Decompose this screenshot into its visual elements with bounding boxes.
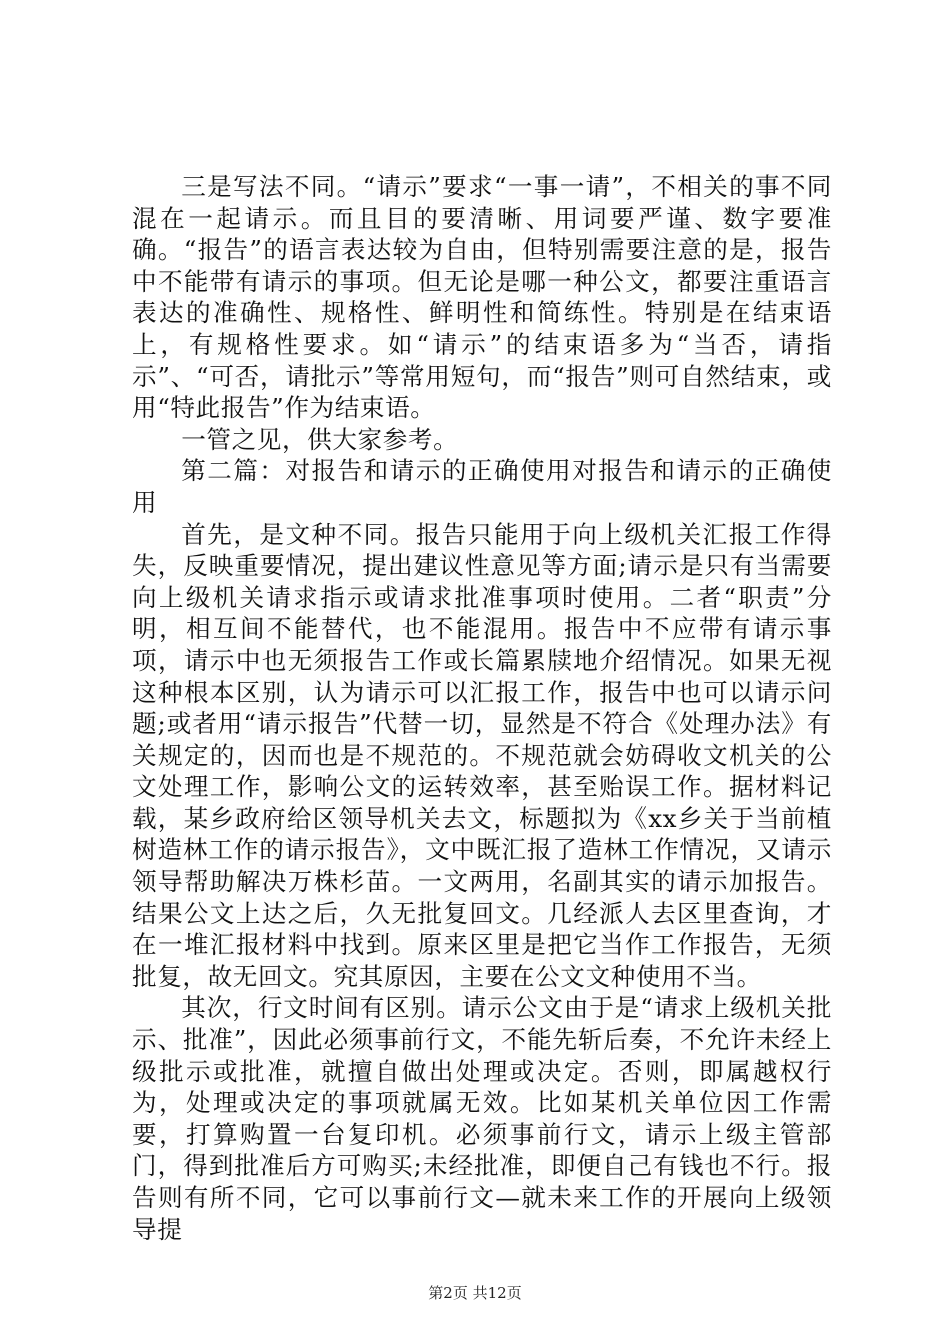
- paragraph-document-type: 首先，是文种不同。报告只能用于向上级机关汇报工作得失，反映重要情况，提出建议性意见等方面;请示是只有当需要向上级机关请求指示或请求批准事项时使用。二者“职责”分明，相互间不能替代，也不能混用。报告中不应带有请示事项，请示中也无须报告工作或长篇累牍地介绍情况。如果无视这种根本区别，认为请示可以汇报工作，报告中也可以请示问题;或者用“请示报告”代替一切，显然是不符合《处理办法》有关规定的，因而也是不规范的。不规范就会妨碍收文机关的公文处理工作，影响公文的运转效率，甚至贻误工作。据材料记载，某乡政府给区领导机关去文，标题拟为《xx乡关于当前植树造林工作的请示报告》，文中既汇报了造林工作情况，又请示领导帮助解决万株杉苗。一文两用，名副其实的请示加报告。结果公文上达之后，久无批复回文。几经派人去区里查询，才在一堆汇报材料中找到。原来区里是把它当作工作报告，无须批复，故无回文。究其原因，主要在公文文种使用不当。: [132, 519, 832, 991]
- paragraph-timing: 其次，行文时间有区别。请示公文由于是“请求上级机关批示、批准”，因此必须事前行文，不能先斩后奏，不允许未经上级批示或批准，就擅自做出处理或决定。否则，即属越权行为，处理或决定的事项就属无效。比如某机关单位因工作需要，打算购置一台复印机。必须事前行文，请示上级主管部门，得到批准后方可购买;未经批准，即便自己有钱也不行。报告则有所不同，它可以事前行文—就未来工作的开展向上级领导提: [132, 993, 832, 1244]
- document-body: [132, 171, 832, 1245]
- section-heading: 第二篇：对报告和请示的正确使用对报告和请示的正确使用: [132, 456, 832, 517]
- paragraph-writing-style: 三是写法不同。“请示”要求“一事一请”，不相关的事不同混在一起请示。而且目的要清晰、用词要严谨、数字要准确。“报告”的语言表达较为自由，但特别需要注意的是，报告中不能带有请示的事项。但无论是哪一种公文，都要注重语言表达的准确性、规格性、鲜明性和简练性。特别是在结束语上，有规格性要求。如“请示”的结束语多为“当否，请指示”、“可否，请批示”等常用短句，而“报告”则可自然结束，或用“特此报告”作为结束语。: [132, 172, 832, 423]
- paragraph-closing-remark: 一管之见，供大家参考。: [181, 424, 459, 454]
- page-number: 第2页 共12页: [428, 1284, 522, 1302]
